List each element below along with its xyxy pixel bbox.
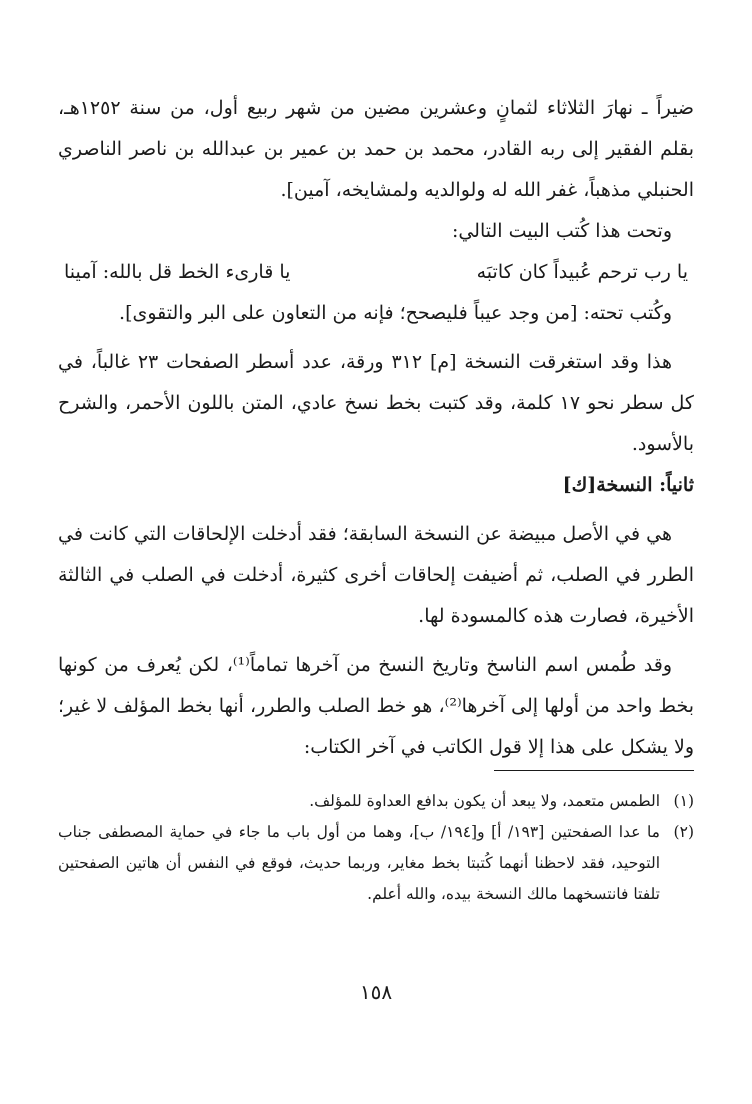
footnote-text: ما عدا الصفحتين [١٩٣/ أ] و[١٩٤/ ب]، وهما من أول باب ما جاء في حماية المصطفى جناب التوحيد، فقد لاحظنا أنهما كُتبتا بخط مغاير، وربما حديث، فوقع في النفس أن هاتين الصفحتين تلفتا فانتسخهما مالك النسخة بيده، والله أعلم. — [58, 823, 660, 903]
section-heading: ثانياً: النسخة[ك] — [562, 474, 694, 496]
paragraph-colophon: ضيراً ـ نهارَ الثلاثاء لثمانٍ وعشرين مضين من شهر ربيع أول، من سنة ١٢٥٢هـ، بقلم الفقير إلى ربه القادر، محمد بن حمد بن عمير بن عبدالله بن ناصر الناصري الحنبلي مذهباً، غفر الله له ولوالديه ولمشايخه، آمين]. — [58, 97, 694, 201]
footnote-item — [58, 786, 694, 817]
footnote-divider — [494, 770, 694, 771]
page-number: ١٥٨ — [359, 980, 393, 1004]
paragraph-note-below: وكُتب تحته: [من وجد عيباً فليصحح؛ فإنه من التعاون على البر والتقوى]. — [119, 302, 672, 324]
paragraph-copy-origin: هي في الأصل مبيضة عن النسخة السابقة؛ فقد أدخلت الإلحاقات التي كانت في الطرر في الصلب، ثم أضيفت إلحاقات أخرى كثيرة، أدخلت في الصلب في الثالثة الأخيرة، فصارت هذه كالمسودة لها. — [58, 523, 694, 627]
footnotes — [58, 786, 694, 910]
paragraph-manuscript-description: هذا وقد استغرقت النسخة [م] ٣١٢ ورقة، عدد أسطر الصفحات ٢٣ غالباً، في كل سطر نحو ١٧ كلمة، وقد كتبت بخط نسخ عادي، المتن باللون الأحمر، والشرح بالأسود. — [58, 351, 694, 455]
footnote-number: (١) — [673, 792, 694, 810]
verse-hemistich-first: يا رب ترحم عُبيداً كان كاتبَه — [476, 261, 688, 283]
poetry-verse — [58, 252, 694, 293]
page-body — [58, 88, 694, 768]
verse-hemistich-second: يا قارىء الخط قل بالله: آمينا — [64, 261, 291, 283]
paragraph-copyist: وقد طُمس اسم الناسخ وتاريخ النسخ من آخرها تماماً⁽¹⁾، لكن يُعرف من كونها بخط واحد من أولها إلى آخرها⁽²⁾، هو خط الصلب والطرر، أنها بخط المؤلف لا غير؛ ولا يشكل على هذا إلا قول الكاتب في آخر الكتاب: — [58, 654, 694, 758]
footnote-item — [58, 817, 694, 910]
footnote-number: (٢) — [673, 823, 694, 841]
footnote-text: الطمس متعمد، ولا يبعد أن يكون بدافع العداوة للمؤلف. — [309, 792, 660, 810]
paragraph-verse-intro: وتحت هذا كُتب البيت التالي: — [451, 220, 672, 242]
